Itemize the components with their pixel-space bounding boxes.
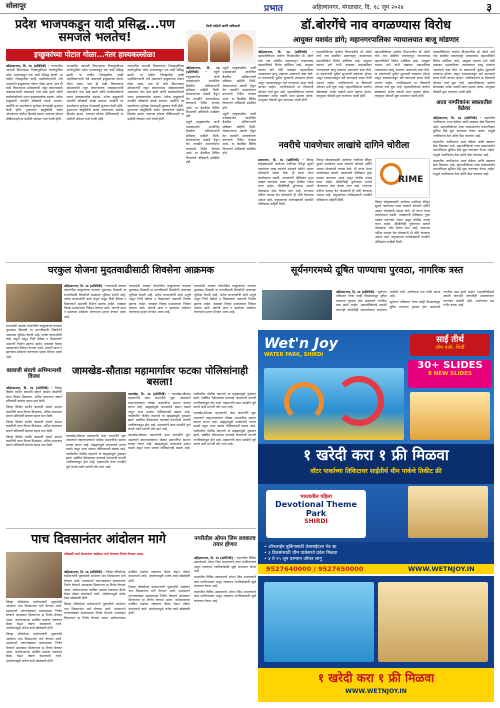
newspaper-logo: प्रभात xyxy=(264,4,283,14)
page-header xyxy=(0,0,500,14)
gharkul-photo xyxy=(6,284,62,322)
photo-caption: दिली माहिती आणि अधिकारी xyxy=(206,24,240,28)
nagar-headline: नगरीतील ओपन जिम लवकरच तयार होणार xyxy=(194,536,256,549)
section-label: सोलापूर xyxy=(6,2,26,10)
jamkhed-headline: जामखेड-सौताडा महामार्गावर फटका पोलिसांनाही बसला! xyxy=(71,366,249,388)
lead-subhead: इच्छुकांच्या पोटात गोळा...नंतर हास्यकल्लोळ! xyxy=(6,49,184,61)
waterpark-ad[interactable]: Wet'n Joy WATER PARK, SHIRDI साईं तीर्थ थीम पार्क, शिर्डी 30+ SLIDES 8 NEW SLIDES १ खरेदी करा १ फ्री मिळवा वॉटर पार्काच्या तिकिटावर साईंतीर्थ थीम पार्कचे तिकीट फ्री भारतातील पहिला Devotional Theme Park SHIRDI xyxy=(258,330,494,542)
borge-body-right: महापालिकेच्या आरोग्य विभागातील डॉ. बोरगे यांचे नाव संबंधित प्रकरणातून वगळण्यास महापालिकेने विरोध दर्शविला आहे. आयुक्त यशवंत डांगे यांनी याबाबत महापालिका न्यायालयात बाजू मांडणार असल्याचे स्पष्ट केले. या प्रकरणाची पुढील सुनावणी लवकरच होणार असून प्रशासनाकडून सर्व कागदपत्रे सादर केली जाणार आहेत. नागरिकांमध्ये या विषयाची जोरदार चर्चा सुरू आहे. महापालिकेच्या आरोग्य सेवांबाबत अनेक तक्रारी प्राप्त झाल्या होत्या. त्यानुसार चौकशी सुरू करण्यात आली होती. xyxy=(433,50,495,94)
sai-teerth-logo: साईं तीर्थ xyxy=(436,335,464,345)
col2-body: अहिल्यानगर, दि. १७ (प्रतिनिधी) - राहुरी तालुक्यातील पाणी प्रश्नासंदर्भात आयोजित बैठकीत अधिकाऱ्यांनी सविस्तर माहिती दिली. शेतकऱ्यांच्या तक्रारी ऐकून घेत तातडीने उपाययोजना करण्याचे निर्देश देण्यात आले. या बैठकीस विविध विभागांचे अधिकारी उपस्थित होते. राहुरी तालुक्यातील पाणी प्रश्नासंदर्भात आयोजित बैठकीत अधिकाऱ्यांनी सविस्तर माहिती दिली. शेतकऱ्यांच्या तक्रारी ऐकून घेत तातडीने उपाययोजना करण्याचे निर्देश देण्यात आले. या बैठकीस विविध विभागांचे अधिकारी उपस्थित होते. राहुरी तालुक्यातील पाणी प्रश्नासंदर्भात आयोजित बैठकीत अधिकाऱ्यांनी सविस्तर माहिती दिली. शेतकऱ्यांच्या तक्रारी ऐकून घेत तातडीने उपाययोजना करण्याचे निर्देश देण्यात आले. या बैठकीस विविध विभागांचे अधिकारी उपस्थित होते. राहुरी तालुक्यातील पाणी प्रश्नासंदर्भात आयोजित बैठकीत अधिकाऱ्यांनी सविस्तर माहिती दिली. शेतकऱ्यांच्या तक्रारी ऐकून घेत तातडीने उपाययोजना करण्याचे निर्देश देण्यात आले. या बैठकीस विविध विभागांचे अधिकारी उपस्थित होते. xyxy=(186,66,256,165)
side-headline: आता नागरिकांना स्वस्तातील वेळेवर xyxy=(436,100,492,113)
edition-date: अहिल्यानगर, मंगळवार, दि. १८ जून २०२४ xyxy=(312,4,404,11)
nagar-body: अहिल्यानगर, दि. १७ (प्रतिनिधी) - शहरातील विविध उद्यानांमध्ये ओपन जिम उभारण्याचे काम प्रगतिपथावर असून लवकरच नागरिकांसाठी खुले करण्यात येणार आहे. शहरातील विविध उद्यानांमध्ये ओपन जिम उभारण्याचे काम प्रगतिपथावर असून लवकरच नागरिकांसाठी खुले करण्यात येणार आहे. शहरातील विविध उद्यानांमध्ये ओपन जिम उभारण्याचे काम प्रगतिपथावर असून लवकरच नागरिकांसाठी खुले करण्यात येणार आहे. xyxy=(194,556,256,603)
slides-banner: 30+ SLIDES 8 NEW SLIDES xyxy=(408,360,492,388)
website-link[interactable]: WWW.WETNJOY.IN xyxy=(408,565,475,573)
offer-banner: १ खरेदी करा १ फ्री मिळवा वॉटर पार्काच्या तिकिटावर साईंतीर्थ थीम पार्कचे तिकीट फ्री xyxy=(258,444,494,484)
borge-headline: डॉ.बोरगेंचे नाव वगळण्यास विरोध xyxy=(301,17,451,32)
gharkul-body: अहिल्यानगर, दि. १७ (प्रतिनिधी) - प्रधानमंत्री आवास योजनेतील घरकुलांच्या कामांना मुदतवाढ मिळावी या मागणीसाठी शिवसेनेने आक्रमक भूमिका घेतली आहे. अनेक लाभार्थ्यांची कामे अपूर्ण असून निधी वेळेवर न मिळाल्याने अडचणी निर्माण झाल्या आहेत. याबाबत जिल्हा प्रशासनाला निवेदन देण्यात आले. मागणी मान्य न झाल्यास आंदोलन करण्याचा इशारा देण्यात आला आहे. प्रधानमंत्री आवास योजनेतील घरकुलांच्या कामांना मुदतवाढ मिळावी या मागणीसाठी शिवसेनेने आक्रमक भूमिका घेतली आहे. अनेक लाभार्थ्यांची कामे अपूर्ण असून निधी वेळेवर न मिळाल्याने अडचणी निर्माण झाल्या आहेत. याबाबत जिल्हा प्रशासनाला निवेदन देण्यात आले. मागणी मान्य न झाल्यास आंदोलन करण्याचा इशारा देण्यात आला आहे. प्रधानमंत्री आवास योजनेतील घरकुलांच्या कामांना मुदतवाढ मिळावी या मागणीसाठी शिवसेनेने आक्रमक भूमिका घेतली आहे. अनेक लाभार्थ्यांची कामे अपूर्ण असून निधी वेळेवर न मिळाल्याने अडचणी निर्माण झाल्या आहेत. याबाबत जिल्हा प्रशासनाला निवेदन देण्यात आले. मागणी मान्य न झाल्यास आंदोलन करण्याचा इशारा देण्यात आला आहे. xyxy=(64,284,256,319)
small-headline: बालाजी संघाचे अभिमानाशी विजय xyxy=(6,368,62,381)
navri-body-1: प्रवरानगर, दि. १७ (प्रतिनिधी) - विवाह सोहळ्यासाठी आलेल्या नवरीच्या बॅगेतून सुमारे पावणेचार लाख रुपयांचे सोन्याचे दागिने अज्ञात चोरट्यांनी लंपास केले. ही घटना मंगल कार्यालयात घडली. याप्रकरणी पोलिसांत गुन्हा दाखल करण्यात आला असून पोलीस तपास करत आहेत. सीसीटीव्ही फुटेजच्या आधारे चोरट्यांचा शोध घेतला जात आहे. लग्नाच्या गर्दीचा फायदा घेत चोरट्यांनी ही चोरी केल्याचा अंदाज आहे. वधूपक्षाच्या नातेवाइकांनी तातडीने पोलिसांना माहिती दिली. विवाह सोहळ्यासाठी आलेल्या नवरीच्या बॅगेतून सुमारे पावणेचार लाख रुपयांचे सोन्याचे दागिने अज्ञात चोरट्यांनी लंपास केले. ही घटना मंगल कार्यालयात घडली. याप्रकरणी पोलिसांत गुन्हा दाखल करण्यात आला असून पोलीस तपास करत आहेत. सीसीटीव्ही फुटेजच्या आधारे चोरट्यांचा शोध घेतला जात आहे. लग्नाच्या गर्दीचा फायदा घेत चोरट्यांनी ही चोरी केल्याचा अंदाज आहे. वधूपक्षाच्या नातेवाइकांनी तातडीने पोलिसांना माहिती दिली. xyxy=(258,158,372,207)
gharkul-body-left: प्रधानमंत्री आवास योजनेतील घरकुलांच्या कामांना मुदतवाढ मिळावी या मागणीसाठी शिवसेनेने आक्रमक भूमिका घेतली आहे. अनेक लाभार्थ्यांची कामे अपूर्ण असून निधी वेळेवर न मिळाल्याने अडचणी निर्माण झाल्या आहेत. याबाबत जिल्हा प्रशासनाला निवेदन देण्यात आले. मागणी मान्य न झाल्यास आंदोलन करण्याचा इशारा देण्यात आला आहे. xyxy=(6,324,62,359)
page-number: ३ xyxy=(486,1,492,14)
phone-numbers[interactable]: 9527640000 / 9527650000 xyxy=(266,565,364,573)
lead-headline: प्रदेश भाजपकडून यादी प्रसिद्ध...पण समजले भलतेच! xyxy=(15,17,175,45)
side-body: अहिल्यानगर, दि. १७ (प्रतिनिधी) - शहरातील नागरिकांना आता वेळेवर आणि स्वस्तात सेवा मिळणार आहे. महापालिकेच्या नव्या उपक्रमांतर्गत प्रभागनिहाय सुविधा केंद्रे सुरू करण्यात येणार आहेत. यामुळे नागरिकांचा वेळ आणि पैसा वाचणार आहे. शहरातील नागरिकांना आता वेळेवर आणि स्वस्तात सेवा मिळणार आहे. महापालिकेच्या नव्या उपक्रमांतर्गत प्रभागनिहाय सुविधा केंद्रे सुरू करण्यात येणार आहेत. यामुळे नागरिकांचा वेळ आणि पैसा वाचणार आहे. शहरातील नागरिकांना आता वेळेवर आणि स्वस्तात सेवा मिळणार आहे. महापालिकेच्या नव्या उपक्रमांतर्गत प्रभागनिहाय सुविधा केंद्रे सुरू करण्यात येणार आहेत. यामुळे नागरिकांचा वेळ आणि पैसा वाचणार आहे. xyxy=(433,116,495,176)
road-photo xyxy=(66,392,126,432)
lead-body: अहिल्यानगर, दि. १७ (प्रतिनिधी) - राज्यातील आगामी विधानसभा निवडणुकीच्या पार्श्वभूमीवर प्रदेश भाजपकडून एक यादी प्रसिद्ध झाली. या यादीत जिल्ह्यातील काही पदाधिकाऱ्यांची नावे असल्याने इच्छुकांच्या पोटात गोळा आला. मात्र ही यादी विधानसभा उमेदवारांची नसून संघटनात्मक जबाबदाऱ्यांची असल्याचे नंतर स्पष्ट झाले आणि कार्यकर्त्यांमध्ये एकच हास्यकल्लोळ उडाला. अनेक इच्छुकांनी तातडीने वरिष्ठांशी संपर्क साधला. काहींनी तर समर्थकांना शुभेच्छा देण्यासही सुरुवात केली होती. दुपारनंतर वस्तुस्थिती समोर आल्यानंतर सर्वांचा हिरमोड झाला. पक्षाच्या सोशल मीडियावरही या यादीची जोरदार चर्चा रंगली होती. राज्यातील आगामी विधानसभा निवडणुकीच्या पार्श्वभूमीवर प्रदेश भाजपकडून एक यादी प्रसिद्ध झाली. या यादीत जिल्ह्यातील काही पदाधिकाऱ्यांची नावे असल्याने इच्छुकांच्या पोटात गोळा आला. मात्र ही यादी विधानसभा उमेदवारांची नसून संघटनात्मक जबाबदाऱ्यांची असल्याचे नंतर स्पष्ट झाले आणि कार्यकर्त्यांमध्ये एकच हास्यकल्लोळ उडाला. अनेक इच्छुकांनी तातडीने वरिष्ठांशी संपर्क साधला. काहींनी तर समर्थकांना शुभेच्छा देण्यासही सुरुवात केली होती. दुपारनंतर वस्तुस्थिती समोर आल्यानंतर सर्वांचा हिरमोड झाला. पक्षाच्या सोशल मीडियावरही या यादीची जोरदार चर्चा रंगली होती. राज्यातील आगामी विधानसभा निवडणुकीच्या पार्श्वभूमीवर प्रदेश भाजपकडून एक यादी प्रसिद्ध झाली. या यादीत जिल्ह्यातील काही पदाधिकाऱ्यांची नावे असल्याने इच्छुकांच्या पोटात गोळा आला. मात्र ही यादी विधानसभा उमेदवारांची नसून संघटनात्मक जबाबदाऱ्यांची असल्याचे नंतर स्पष्ट झाले आणि कार्यकर्त्यांमध्ये एकच हास्यकल्लोळ उडाला. अनेक इच्छुकांनी तातडीने वरिष्ठांशी संपर्क साधला. काहींनी तर समर्थकांना शुभेच्छा देण्यासही सुरुवात केली होती. दुपारनंतर वस्तुस्थिती समोर आल्यानंतर सर्वांचा हिरमोड झाला. पक्षाच्या सोशल मीडियावरही या यादीची जोरदार चर्चा रंगली होती. xyxy=(6,64,184,121)
gharkul-headline: घरकुल योजना मुदतवाढीसाठी शिवसेना आक्रमक xyxy=(47,265,215,276)
borge-body: अहिल्यानगर, दि. १७ (प्रतिनिधी) - महापालिकेच्या आरोग्य विभागातील डॉ. बोरगे यांचे नाव संबंधित प्रकरणातून वगळण्यास महापालिकेने विरोध दर्शविला आहे. आयुक्त यशवंत डांगे यांनी याबाबत महापालिका न्यायालयात बाजू मांडणार असल्याचे स्पष्ट केले. या प्रकरणाची पुढील सुनावणी लवकरच होणार असून प्रशासनाकडून सर्व कागदपत्रे सादर केली जाणार आहेत. नागरिकांमध्ये या विषयाची जोरदार चर्चा सुरू आहे. महापालिकेच्या आरोग्य सेवांबाबत अनेक तक्रारी प्राप्त झाल्या होत्या. त्यानुसार चौकशी सुरू करण्यात आली होती. महापालिकेच्या आरोग्य विभागातील डॉ. बोरगे यांचे नाव संबंधित प्रकरणातून वगळण्यास महापालिकेने विरोध दर्शविला आहे. आयुक्त यशवंत डांगे यांनी याबाबत महापालिका न्यायालयात बाजू मांडणार असल्याचे स्पष्ट केले. या प्रकरणाची पुढील सुनावणी लवकरच होणार असून प्रशासनाकडून सर्व कागदपत्रे सादर केली जाणार आहेत. नागरिकांमध्ये या विषयाची जोरदार चर्चा सुरू आहे. महापालिकेच्या आरोग्य सेवांबाबत अनेक तक्रारी प्राप्त झाल्या होत्या. त्यानुसार चौकशी सुरू करण्यात आली होती. महापालिकेच्या आरोग्य विभागातील डॉ. बोरगे यांचे नाव संबंधित प्रकरणातून वगळण्यास महापालिकेने विरोध दर्शविला आहे. आयुक्त यशवंत डांगे यांनी याबाबत महापालिका न्यायालयात बाजू मांडणार असल्याचे स्पष्ट केले. या प्रकरणाची पुढील सुनावणी लवकरच होणार असून प्रशासनाकडून सर्व कागदपत्रे सादर केली जाणार आहेत. नागरिकांमध्ये या विषयाची जोरदार चर्चा सुरू आहे. महापालिकेच्या आरोग्य सेवांबाबत अनेक तक्रारी प्राप्त झाल्या होत्या. त्यानुसार चौकशी सुरू करण्यात आली होती. xyxy=(258,50,430,103)
jamkhed-body: जामखेड, दि. १७ (प्रतिनिधी) - जामखेड-सौताडा महामार्गाचे काम संथगतीने सुरू असल्याने वाहनचालकांना मोठ्या अडचणींचा सामना करावा लागत आहे. खड्ड्यांमुळे अपघातांचे प्रमाण वाढले असून याचा फटका पोलिसांनाही बसला आहे. गस्तीवरील पोलीस वाहनाचे या खड्ड्यांमुळे नुकसान झाले. संबंधित ठेकेदारावर कारवाई करण्याची मागणी नागरिकांकडून होत आहे. महामार्गाचे काम तातडीने पूर्ण करावे अशी मागणी जोर धरत आहे. जामखेड-सौताडा महामार्गाचे काम संथगतीने सुरू असल्याने वाहनचालकांना मोठ्या अडचणींचा सामना करावा लागत आहे. खड्ड्यांमुळे अपघातांचे प्रमाण वाढले असून याचा फटका पोलिसांनाही बसला आहे. गस्तीवरील पोलीस वाहनाचे या खड्ड्यांमुळे नुकसान झाले. संबंधित ठेकेदारावर कारवाई करण्याची मागणी नागरिकांकडून होत आहे. महामार्गाचे काम तातडीने पूर्ण करावे अशी मागणी जोर धरत आहे. जामखेड-सौताडा महामार्गाचे काम संथगतीने सुरू असल्याने वाहनचालकांना मोठ्या अडचणींचा सामना करावा लागत आहे. खड्ड्यांमुळे अपघातांचे प्रमाण वाढले असून याचा फटका पोलिसांनाही बसला आहे. गस्तीवरील पोलीस वाहनाचे या खड्ड्यांमुळे नुकसान झाले. संबंधित ठेकेदारावर कारवाई करण्याची मागणी नागरिकांकडून होत आहे. महामार्गाचे काम तातडीने पूर्ण करावे अशी मागणी जोर धरत आहे. xyxy=(128,392,256,451)
ad-footer: • ऑनलाईन बुकिंगसाठी वेबसाईटला भेट द्या • ३ दिवसांसाठी थीम पार्कमध्ये प्रवेश मिळवा • ४ ते १५ जून दरम्यान ऑफर लागू 9527640000 / 9527650000 WWW.WETNJOY.IN xyxy=(258,542,494,574)
navri-body-2: विवाह सोहळ्यासाठी आलेल्या नवरीच्या बॅगेतून सुमारे पावणेचार लाख रुपयांचे सोन्याचे दागिने अज्ञात चोरट्यांनी लंपास केले. ही घटना मंगल कार्यालयात घडली. याप्रकरणी पोलिसांत गुन्हा दाखल करण्यात आला असून पोलीस तपास करत आहेत. सीसीटीव्ही फुटेजच्या आधारे चोरट्यांचा शोध घेतला जात आहे. लग्नाच्या गर्दीचा फायदा घेत चोरट्यांनी ही चोरी केल्याचा अंदाज आहे. वधूपक्षाच्या नातेवाइकांनी तातडीने पोलिसांना माहिती दिली. xyxy=(375,200,430,244)
suryanagar-headline: सूर्यनगरमध्ये दूषित पाण्याचा पुरवठा, नागरिक त्रस्त xyxy=(290,265,464,276)
water-photo xyxy=(262,290,332,320)
panch-headline: पाच दिवसानंतर आंदोलन मागे xyxy=(31,531,166,546)
borge-subhead: आयुक्त यशवंत डांगे; महानगरपालिका न्यायालयात बाजू मांडणार xyxy=(293,35,459,44)
wetnjoy-logo: Wet'n Joy xyxy=(264,336,338,352)
small-body: अहिल्यानगर, दि. १७ (प्रतिनिधी) - जिल्हा क्रिकेट स्पर्धेत बालाजी संघाने दमदार कामगिरी करत विजय मिळवला. अंतिम सामन्यात संघाने प्रतिस्पर्धी संघावर सहज मात केली. जिल्हा क्रिकेट स्पर्धेत बालाजी संघाने दमदार कामगिरी करत विजय मिळवला. अंतिम सामन्यात संघाने प्रतिस्पर्धी संघावर सहज मात केली. जिल्हा क्रिकेट स्पर्धेत बालाजी संघाने दमदार कामगिरी करत विजय मिळवला. अंतिम सामन्यात संघाने प्रतिस्पर्धी संघावर सहज मात केली. जिल्हा क्रिकेट स्पर्धेत बालाजी संघाने दमदार कामगिरी करत विजय मिळवला. अंतिम सामन्यात संघाने प्रतिस्पर्धी संघावर सहज मात केली. xyxy=(6,386,62,448)
panch-body-left: जिल्हा परिषदेच्या कर्मचाऱ्यांनी पुकारलेले आंदोलन पाच दिवसानंतर मागे घेण्यात आले. प्रशासनाने मागण्यांबाबत सकारात्मक निर्णय घेण्याचे आश्वासन दिल्यानंतर हा निर्णय घेण्यात आला. कर्मचाऱ्यांच्या प्रलंबित प्रश्नांवर लवकरच बैठक घेऊन तोडगा काढण्याचे ठरले. आंदोलनामुळे अनेक कामे खोळंबली होती. जिल्हा परिषदेच्या कर्मचाऱ्यांनी पुकारलेले आंदोलन पाच दिवसानंतर मागे घेण्यात आले. प्रशासनाने मागण्यांबाबत सकारात्मक निर्णय घेण्याचे आश्वासन दिल्यानंतर हा निर्णय घेण्यात आला. कर्मचाऱ्यांच्या प्रलंबित प्रश्नांवर लवकरच बैठक घेऊन तोडगा काढण्याचे ठरले. आंदोलनामुळे अनेक कामे खोळंबली होती. xyxy=(6,600,62,663)
jamkhed-body-left: जामखेड-सौताडा महामार्गाचे काम संथगतीने सुरू असल्याने वाहनचालकांना मोठ्या अडचणींचा सामना करावा लागत आहे. खड्ड्यांमुळे अपघातांचे प्रमाण वाढले असून याचा फटका पोलिसांनाही बसला आहे. गस्तीवरील पोलीस वाहनाचे या खड्ड्यांमुळे नुकसान झाले. संबंधित ठेकेदारावर कारवाई करण्याची मागणी नागरिकांकडून होत आहे. महामार्गाचे काम तातडीने पूर्ण करावे अशी मागणी जोर धरत आहे. xyxy=(66,434,126,469)
panch-body: अहिल्यानगर, दि. १७ (प्रतिनिधी) - जिल्हा परिषदेच्या कर्मचाऱ्यांनी पुकारलेले आंदोलन पाच दिवसानंतर मागे घेण्यात आले. प्रशासनाने मागण्यांबाबत सकारात्मक निर्णय घेण्याचे आश्वासन दिल्यानंतर हा निर्णय घेण्यात आला. कर्मचाऱ्यांच्या प्रलंबित प्रश्नांवर लवकरच बैठक घेऊन तोडगा काढण्याचे ठरले. आंदोलनामुळे अनेक कामे खोळंबली होती. जिल्हा परिषदेच्या कर्मचाऱ्यांनी पुकारलेले आंदोलन पाच दिवसानंतर मागे घेण्यात आले. प्रशासनाने मागण्यांबाबत सकारात्मक निर्णय घेण्याचे आश्वासन दिल्यानंतर हा निर्णय घेण्यात आला. कर्मचाऱ्यांच्या प्रलंबित प्रश्नांवर लवकरच बैठक घेऊन तोडगा काढण्याचे ठरले. आंदोलनामुळे अनेक कामे खोळंबली होती. जिल्हा परिषदेच्या कर्मचाऱ्यांनी पुकारलेले आंदोलन पाच दिवसानंतर मागे घेण्यात आले. प्रशासनाने मागण्यांबाबत सकारात्मक निर्णय घेण्याचे आश्वासन दिल्यानंतर हा निर्णय घेण्यात आला. कर्मचाऱ्यांच्या प्रलंबित प्रश्नांवर लवकरच बैठक घेऊन तोडगा काढण्याचे ठरले. आंदोलनामुळे अनेक कामे खोळंबली होती. xyxy=(64,570,190,620)
panch-quote: वरिष्ठांशी चर्चा केल्यानंतर आंदोलन मागे घेण्याचा निर्णय घेण्यात आला. xyxy=(64,552,145,556)
navri-headline: नवरीचे पावणेचार लाखांचे दागिने चोरीला xyxy=(278,141,410,151)
leaders-photo xyxy=(186,30,256,64)
suryanagar-body: अहिल्यानगर, दि. १७ (प्रतिनिधी) - सूर्यनगर परिसरात गेल्या काही दिवसांपासून दूषित पाण्याचा पुरवठा होत असल्याने नागरिक त्रस्त झाले आहेत. महापालिकेकडे तक्रारी करूनही कोणतीही उपाययोजना करण्यात आलेली नाही. आरोग्याचा प्रश्न गंभीर बनला आहे. सूर्यनगर परिसरात गेल्या काही दिवसांपासून दूषित पाण्याचा पुरवठा होत असल्याने नागरिक त्रस्त झाले आहेत. महापालिकेकडे तक्रारी करूनही कोणतीही उपाययोजना करण्यात आलेली नाही. आरोग्याचा प्रश्न गंभीर बनला आहे. xyxy=(336,290,494,312)
bottom-ad-area: १ खरेदी करा १ फ्री मिळवा WWW.WETNJOY.IN xyxy=(258,576,494,702)
panch-photo xyxy=(6,552,62,598)
rime-ad: RIME xyxy=(375,158,430,198)
